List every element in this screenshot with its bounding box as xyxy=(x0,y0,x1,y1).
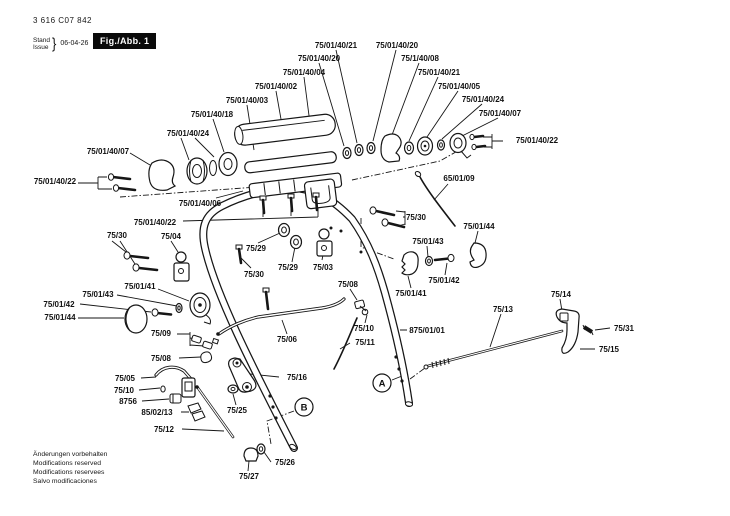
cable-clamp-75-08-center xyxy=(354,300,367,315)
part-label: 75/01/42 xyxy=(428,276,460,285)
part-label: 85/02/13 xyxy=(141,408,173,417)
part-label: 75/01/40/20 xyxy=(297,54,341,63)
part-label: 75/01/40/05 xyxy=(437,82,481,91)
part-label: 75/16 xyxy=(286,373,308,382)
flange-nuts-75-29 xyxy=(279,224,302,249)
notice-line-fr: Modifications reservees xyxy=(33,469,105,476)
part-label: 75/12 xyxy=(153,425,175,434)
part-label: 75/01/40/21 xyxy=(314,41,358,50)
bearing xyxy=(418,137,433,155)
clip-75-08-left xyxy=(201,352,212,363)
cam-piece-left xyxy=(149,160,175,190)
part-label: 75/30 xyxy=(243,270,265,279)
notice-line-es: Salvo modificaciones xyxy=(33,478,97,485)
washer xyxy=(405,142,414,154)
lever-75-05 xyxy=(156,367,195,397)
part-label: 75/01/40/22 xyxy=(33,177,77,186)
screw-pair-left xyxy=(108,174,135,191)
bolt-above-lever xyxy=(263,288,269,309)
right-washer-row xyxy=(343,134,485,163)
brace-glyph: } xyxy=(52,35,57,52)
part-label: 75/01/41 xyxy=(124,282,156,291)
clip-8756 xyxy=(170,394,181,403)
cap-shell xyxy=(470,243,486,267)
cable-pulley xyxy=(190,293,211,324)
part-label: 75/13 xyxy=(492,305,514,314)
part-label: 75/01/40/24 xyxy=(166,129,210,138)
screw-pair-right xyxy=(470,134,485,149)
bolt-pair-75-30-left xyxy=(124,252,157,271)
part-label: 75/11 xyxy=(355,338,375,347)
part-label: 75/10 xyxy=(353,324,375,333)
part-labels-layer xyxy=(34,41,635,481)
spacer-ring xyxy=(438,140,445,150)
cap-disc xyxy=(125,305,147,333)
part-label: 75/01/40/18 xyxy=(190,110,234,119)
nut-75-25 xyxy=(228,385,238,393)
part-label: 75/01/40/21 xyxy=(417,68,461,77)
stand-label: Stand xyxy=(33,36,50,44)
notice-line-de: Änderungen vorbehalten xyxy=(33,451,108,458)
pin-75-31 xyxy=(583,325,593,335)
roller-bearing-left-2 xyxy=(219,153,237,176)
bearing-with-clip xyxy=(450,134,471,159)
part-label: 75/01/43 xyxy=(412,237,444,246)
part-label: 75/01/40/20 xyxy=(375,41,419,50)
part-label: 75/27 xyxy=(238,472,260,481)
pin-75-10-left xyxy=(161,386,165,392)
issue-date: 06-04-26 xyxy=(60,40,89,47)
part-label: 75/01/40/24 xyxy=(461,95,505,104)
part-label: 75/01/42 xyxy=(43,300,75,309)
notice-line-en: Modifications reserved xyxy=(33,460,101,467)
part-label: 75/25 xyxy=(226,406,248,415)
figure-label: Fig./Abb. 1 xyxy=(93,33,156,49)
bolt-vertical-75-30 xyxy=(236,245,242,263)
part-label: 75/06 xyxy=(276,335,298,344)
view-marker-label: B xyxy=(300,402,308,414)
cable-adjuster-75-09 xyxy=(191,335,218,349)
part-label: 75/08 xyxy=(337,280,359,289)
part-label: 75/31 xyxy=(613,324,635,333)
part-label: 75/01/44 xyxy=(463,222,495,231)
washer xyxy=(176,304,182,313)
part-label: 75/01/43 xyxy=(82,290,114,299)
grip-clamp-block xyxy=(304,179,337,209)
wedges-85-02-13 xyxy=(188,403,205,421)
cap-nut-75-27 xyxy=(244,448,258,461)
part-label: 75/01/40/22 xyxy=(133,218,177,227)
bolt xyxy=(152,309,171,316)
part-label: 75/04 xyxy=(160,232,182,241)
washer xyxy=(426,257,433,266)
view-marker-label: A xyxy=(378,378,386,390)
cam-cleat xyxy=(402,252,418,275)
view-markers-layer xyxy=(295,374,391,416)
part-label: 8756 xyxy=(119,397,137,406)
grip-lower-half xyxy=(244,151,337,173)
bolt xyxy=(435,254,454,261)
clamp-75-04 xyxy=(174,252,189,281)
cam-group-right xyxy=(402,243,486,275)
part-label: 75/01/40/06 xyxy=(178,199,222,208)
document-number: 3 616 C07 842 xyxy=(33,16,92,25)
clamp-75-03 xyxy=(317,229,332,256)
part-label: 75/01/44 xyxy=(44,313,76,322)
part-label: 75/26 xyxy=(274,458,296,467)
part-label: 75/05 xyxy=(114,374,136,383)
part-label: 75/08 xyxy=(150,354,172,363)
washer xyxy=(343,148,351,159)
part-label: 75/01/40/07 xyxy=(478,109,522,118)
spacer-ring-left xyxy=(210,161,217,176)
part-label: 75/29 xyxy=(277,263,299,272)
bolt-pair-75-30-right xyxy=(370,207,404,227)
washer xyxy=(355,145,363,156)
part-label: 75/30 xyxy=(106,231,128,240)
part-label: 75/09 xyxy=(150,329,172,338)
part-label: 75/01/40/22 xyxy=(515,136,559,145)
part-label: 75/10 xyxy=(113,386,135,395)
grip-assembly xyxy=(234,113,345,217)
roller-bearing-left xyxy=(187,158,207,184)
part-label: 75/01/41 xyxy=(395,289,427,298)
part-label: 75/01/40/07 xyxy=(86,147,130,156)
part-label: 75/03 xyxy=(312,263,334,272)
part-label: 75/01/40/03 xyxy=(225,96,269,105)
washer-75-26 xyxy=(257,444,265,454)
washer xyxy=(367,143,375,154)
cam-lever xyxy=(381,134,401,162)
left-roller-cluster xyxy=(108,153,237,192)
part-label: 65/01/09 xyxy=(443,174,475,183)
part-label: 75/01/40/02 xyxy=(254,82,298,91)
part-label: 75/14 xyxy=(550,290,572,299)
part-label: 75/29 xyxy=(245,244,267,253)
part-label: 75/30 xyxy=(405,213,427,222)
part-label: 75/1/40/08 xyxy=(401,54,439,63)
part-label: 75/15 xyxy=(598,345,620,354)
part-label: 75/01/40/04 xyxy=(282,68,326,77)
issue-label: Issue xyxy=(33,43,49,51)
part-label: 875/01/01 xyxy=(409,326,445,335)
